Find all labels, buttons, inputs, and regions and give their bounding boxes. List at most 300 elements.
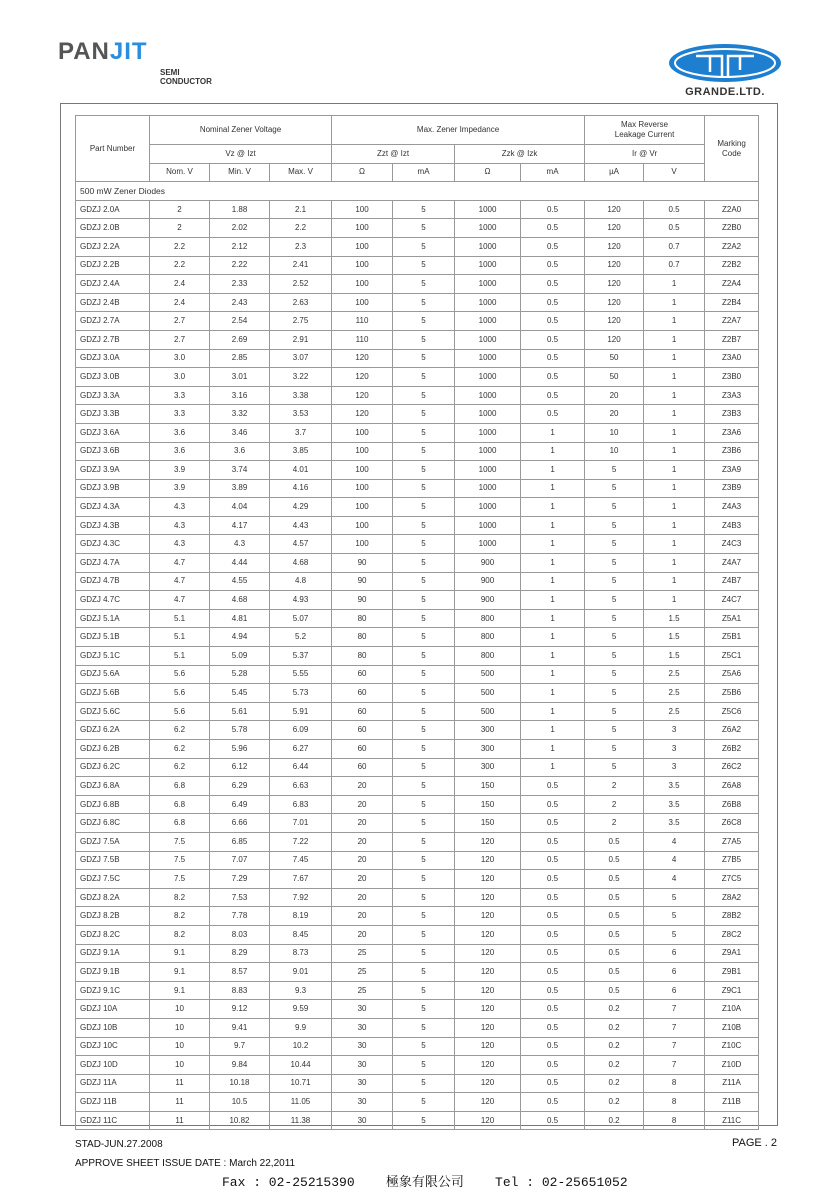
table-cell: 5: [393, 498, 455, 517]
table-cell: 5: [393, 330, 455, 349]
table-cell: 4.57: [270, 535, 332, 554]
table-cell: 100: [332, 423, 393, 442]
table-cell: 5: [393, 386, 455, 405]
table-cell: 5.78: [210, 721, 270, 740]
table-cell: 4: [644, 832, 705, 851]
table-cell: 100: [332, 256, 393, 275]
table-row: [76, 647, 759, 666]
table-cell: 5: [393, 479, 455, 498]
table-cell: GDZJ 6.8C: [76, 814, 150, 833]
table-cell: 5: [393, 1074, 455, 1093]
table-cell: 1000: [455, 219, 521, 238]
table-cell: 5: [585, 647, 644, 666]
table-cell: 0.5: [521, 925, 585, 944]
table-cell: 5: [393, 1093, 455, 1112]
table-cell: Z2A7: [705, 312, 759, 331]
table-cell: 4.3: [210, 535, 270, 554]
table-cell: Z6A2: [705, 721, 759, 740]
table-row: [76, 1111, 759, 1130]
table-cell: 20: [585, 405, 644, 424]
table-cell: 5: [393, 981, 455, 1000]
table-cell: 500: [455, 684, 521, 703]
header-zzk-at-izk: Zzk @ Izk: [455, 145, 585, 164]
table-cell: 120: [455, 981, 521, 1000]
table-cell: 3.89: [210, 479, 270, 498]
table-cell: 0.5: [521, 330, 585, 349]
table-cell: 7.45: [270, 851, 332, 870]
table-cell: 0.5: [521, 1074, 585, 1093]
table-cell: 6.27: [270, 740, 332, 759]
table-cell: Z5C1: [705, 647, 759, 666]
table-cell: 2: [585, 814, 644, 833]
table-cell: 1000: [455, 442, 521, 461]
table-cell: 5: [393, 851, 455, 870]
table-cell: 150: [455, 814, 521, 833]
table-cell: Z4B7: [705, 572, 759, 591]
table-row: [76, 237, 759, 256]
table-cell: GDZJ 10B: [76, 1018, 150, 1037]
table-cell: 6.2: [150, 721, 210, 740]
table-cell: 100: [332, 498, 393, 517]
table-row: [76, 851, 759, 870]
table-cell: 20: [332, 832, 393, 851]
table-cell: 0.5: [521, 200, 585, 219]
table-cell: 120: [455, 944, 521, 963]
table-cell: 2.02: [210, 219, 270, 238]
table-cell: 25: [332, 944, 393, 963]
table-cell: 2.4: [150, 293, 210, 312]
table-cell: 5: [585, 609, 644, 628]
table-cell: 1: [521, 684, 585, 703]
table-cell: 6.09: [270, 721, 332, 740]
table-cell: 1000: [455, 256, 521, 275]
table-cell: GDZJ 10C: [76, 1037, 150, 1056]
table-cell: 5.6: [150, 702, 210, 721]
table-row: [76, 684, 759, 703]
table-cell: 0.5: [521, 888, 585, 907]
table-cell: Z7A5: [705, 832, 759, 851]
table-cell: 120: [332, 368, 393, 387]
table-cell: 0.5: [644, 219, 705, 238]
table-cell: 5: [393, 572, 455, 591]
table-cell: 4.01: [270, 461, 332, 480]
table-cell: Z3B9: [705, 479, 759, 498]
table-row: [76, 795, 759, 814]
table-row: [76, 572, 759, 591]
table-cell: 60: [332, 684, 393, 703]
table-cell: 1: [644, 591, 705, 610]
table-cell: 4: [644, 870, 705, 889]
table-cell: 120: [455, 907, 521, 926]
table-cell: 30: [332, 1111, 393, 1130]
table-cell: 60: [332, 758, 393, 777]
table-cell: 9.9: [270, 1018, 332, 1037]
table-cell: 80: [332, 628, 393, 647]
table-cell: 3.9: [150, 461, 210, 480]
table-cell: 7.5: [150, 832, 210, 851]
table-cell: 8: [644, 1074, 705, 1093]
table-row: [76, 386, 759, 405]
table-cell: 9.41: [210, 1018, 270, 1037]
table-cell: 1: [521, 609, 585, 628]
table-cell: 0.5: [521, 981, 585, 1000]
zener-spec-table: [75, 115, 759, 1130]
table-cell: 5: [585, 516, 644, 535]
table-cell: Z6B2: [705, 740, 759, 759]
table-cell: 7.5: [150, 851, 210, 870]
table-cell: 0.5: [585, 832, 644, 851]
unit-zzk-ohm: Ω: [455, 163, 521, 182]
table-cell: 90: [332, 572, 393, 591]
table-row: [76, 925, 759, 944]
table-cell: 7.01: [270, 814, 332, 833]
table-cell: Z3B6: [705, 442, 759, 461]
table-cell: 1: [644, 349, 705, 368]
table-cell: 10: [585, 423, 644, 442]
table-cell: 0.5: [585, 851, 644, 870]
header-max-zener-impedance: Max. Zener Impedance: [332, 116, 585, 145]
table-cell: 2.7: [150, 330, 210, 349]
table-cell: 100: [332, 442, 393, 461]
table-cell: 0.5: [521, 851, 585, 870]
table-cell: 20: [332, 851, 393, 870]
table-cell: 1: [644, 405, 705, 424]
table-cell: 1000: [455, 498, 521, 517]
table-cell: 2.85: [210, 349, 270, 368]
table-cell: 5: [585, 479, 644, 498]
table-cell: 3.3: [150, 386, 210, 405]
table-cell: 3.0: [150, 349, 210, 368]
table-cell: 120: [455, 1074, 521, 1093]
table-cell: 1000: [455, 461, 521, 480]
table-cell: 1: [644, 498, 705, 517]
table-cell: 1: [644, 330, 705, 349]
table-cell: 2.5: [644, 665, 705, 684]
table-row: [76, 535, 759, 554]
table-cell: 120: [455, 925, 521, 944]
table-cell: 1: [644, 572, 705, 591]
table-cell: 110: [332, 312, 393, 331]
table-cell: 6.2: [150, 740, 210, 759]
table-row: [76, 293, 759, 312]
table-cell: GDZJ 2.4B: [76, 293, 150, 312]
table-cell: 1: [644, 386, 705, 405]
table-cell: 1.5: [644, 647, 705, 666]
table-cell: 7: [644, 1000, 705, 1019]
table-cell: GDZJ 3.3B: [76, 405, 150, 424]
table-cell: 2.2: [150, 237, 210, 256]
table-cell: Z10A: [705, 1000, 759, 1019]
page-number: PAGE . 2: [732, 1137, 778, 1149]
table-cell: 11: [150, 1093, 210, 1112]
table-cell: 500: [455, 665, 521, 684]
table-row: [76, 907, 759, 926]
table-cell: 3.5: [644, 814, 705, 833]
table-cell: 6.2: [150, 758, 210, 777]
table-cell: 5: [393, 405, 455, 424]
table-cell: 0.5: [585, 888, 644, 907]
table-cell: 60: [332, 665, 393, 684]
table-cell: 100: [332, 479, 393, 498]
table-cell: 5: [393, 423, 455, 442]
table-row: [76, 758, 759, 777]
table-cell: 30: [332, 1018, 393, 1037]
table-cell: 7.5: [150, 870, 210, 889]
table-cell: 5: [585, 665, 644, 684]
table-cell: GDZJ 5.1A: [76, 609, 150, 628]
table-cell: Z5B1: [705, 628, 759, 647]
table-cell: 6.29: [210, 777, 270, 796]
table-cell: 3.85: [270, 442, 332, 461]
table-cell: 0.5: [521, 1093, 585, 1112]
table-cell: 8.03: [210, 925, 270, 944]
table-cell: 2.5: [644, 702, 705, 721]
table-cell: 0.2: [585, 1093, 644, 1112]
table-cell: 4.3: [150, 498, 210, 517]
table-cell: 2: [150, 200, 210, 219]
table-cell: 4.68: [270, 554, 332, 573]
table-cell: 900: [455, 572, 521, 591]
table-cell: 20: [332, 777, 393, 796]
table-cell: GDZJ 7.5A: [76, 832, 150, 851]
table-cell: 8.19: [270, 907, 332, 926]
table-cell: 5: [393, 870, 455, 889]
table-cell: 1: [521, 740, 585, 759]
table-cell: 120: [332, 386, 393, 405]
table-cell: 2.63: [270, 293, 332, 312]
table-cell: 50: [585, 368, 644, 387]
table-cell: GDZJ 11A: [76, 1074, 150, 1093]
table-cell: Z3A9: [705, 461, 759, 480]
table-cell: Z2A2: [705, 237, 759, 256]
table-cell: 5: [393, 368, 455, 387]
table-cell: 3.07: [270, 349, 332, 368]
table-cell: 9.1: [150, 981, 210, 1000]
table-cell: 5.73: [270, 684, 332, 703]
table-cell: 1: [644, 479, 705, 498]
table-cell: GDZJ 5.1C: [76, 647, 150, 666]
table-cell: 0.2: [585, 1111, 644, 1130]
table-cell: 0.5: [521, 386, 585, 405]
table-cell: 2.43: [210, 293, 270, 312]
table-cell: Z7B5: [705, 851, 759, 870]
table-cell: 2.75: [270, 312, 332, 331]
table-cell: 800: [455, 628, 521, 647]
table-cell: 5.2: [270, 628, 332, 647]
header-ir-at-vr: Ir @ Vr: [585, 145, 705, 164]
table-cell: 5: [585, 591, 644, 610]
table-cell: 7: [644, 1037, 705, 1056]
table-cell: Z8C2: [705, 925, 759, 944]
table-cell: 0.5: [521, 405, 585, 424]
table-cell: 9.84: [210, 1056, 270, 1075]
table-cell: 5.07: [270, 609, 332, 628]
table-cell: Z5B6: [705, 684, 759, 703]
table-cell: 5.55: [270, 665, 332, 684]
table-row: [76, 200, 759, 219]
table-cell: 120: [585, 330, 644, 349]
table-cell: 10.82: [210, 1111, 270, 1130]
table-cell: Z9B1: [705, 963, 759, 982]
table-cell: Z5A6: [705, 665, 759, 684]
table-row: [76, 1074, 759, 1093]
table-cell: Z2A0: [705, 200, 759, 219]
table-cell: GDZJ 2.4A: [76, 275, 150, 294]
table-cell: 120: [585, 275, 644, 294]
table-row: [76, 832, 759, 851]
table-cell: 300: [455, 721, 521, 740]
table-cell: 5.91: [270, 702, 332, 721]
table-cell: 2.2: [270, 219, 332, 238]
table-cell: 0.2: [585, 1037, 644, 1056]
table-cell: 3.38: [270, 386, 332, 405]
table-cell: 4: [644, 851, 705, 870]
table-cell: 0.2: [585, 1000, 644, 1019]
table-cell: 50: [585, 349, 644, 368]
table-cell: 5.37: [270, 647, 332, 666]
table-cell: 5.45: [210, 684, 270, 703]
table-cell: 1: [521, 665, 585, 684]
table-cell: 1: [521, 572, 585, 591]
panjit-jit-text: JIT: [109, 38, 148, 65]
table-cell: 300: [455, 758, 521, 777]
header-vz-at-izt: Vz @ Izt: [150, 145, 332, 164]
table-cell: 20: [585, 386, 644, 405]
table-cell: 0.5: [521, 1056, 585, 1075]
table-cell: 3.5: [644, 777, 705, 796]
table-cell: 120: [455, 963, 521, 982]
table-cell: 4.93: [270, 591, 332, 610]
table-cell: 0.5: [521, 293, 585, 312]
table-cell: 60: [332, 740, 393, 759]
table-cell: GDZJ 4.7C: [76, 591, 150, 610]
header-marking-line2: Code: [721, 148, 742, 158]
table-cell: 10: [585, 442, 644, 461]
doc-code: STAD-JUN.27.2008: [75, 1139, 163, 1150]
table-cell: 0.5: [521, 256, 585, 275]
table-cell: 0.5: [521, 349, 585, 368]
table-cell: 120: [455, 832, 521, 851]
table-cell: GDZJ 7.5B: [76, 851, 150, 870]
table-cell: 5: [393, 888, 455, 907]
table-cell: 3.32: [210, 405, 270, 424]
table-cell: 120: [585, 256, 644, 275]
table-cell: 120: [585, 293, 644, 312]
table-cell: 5: [644, 888, 705, 907]
table-cell: Z5A1: [705, 609, 759, 628]
unit-zzt-ohm: Ω: [332, 163, 393, 182]
table-cell: 1: [521, 423, 585, 442]
table-cell: GDZJ 2.7B: [76, 330, 150, 349]
table-cell: GDZJ 5.6B: [76, 684, 150, 703]
table-cell: 10: [150, 1018, 210, 1037]
table-cell: 120: [585, 200, 644, 219]
table-cell: 5.1: [150, 609, 210, 628]
table-cell: 120: [332, 405, 393, 424]
table-cell: 2.1: [270, 200, 332, 219]
table-cell: 120: [455, 1037, 521, 1056]
table-cell: 1: [644, 312, 705, 331]
table-cell: 0.5: [521, 963, 585, 982]
table-cell: GDZJ 4.7B: [76, 572, 150, 591]
unit-vr-v: V: [644, 163, 705, 182]
header-marking-code: [705, 116, 759, 182]
table-cell: 900: [455, 591, 521, 610]
table-cell: 6.63: [270, 777, 332, 796]
table-cell: 1: [521, 516, 585, 535]
table-cell: 11: [150, 1074, 210, 1093]
table-cell: 5: [393, 1018, 455, 1037]
table-cell: 5: [393, 665, 455, 684]
table-cell: 1000: [455, 312, 521, 331]
table-cell: 7.22: [270, 832, 332, 851]
table-cell: 3: [644, 740, 705, 759]
table-cell: 5: [585, 628, 644, 647]
table-cell: 3.5: [644, 795, 705, 814]
table-cell: 4.81: [210, 609, 270, 628]
table-cell: 1.5: [644, 628, 705, 647]
table-cell: 8: [644, 1093, 705, 1112]
table-cell: GDZJ 3.6A: [76, 423, 150, 442]
table-cell: 5: [585, 702, 644, 721]
table-cell: GDZJ 2.7A: [76, 312, 150, 331]
table-cell: 1: [521, 758, 585, 777]
table-cell: 2: [585, 777, 644, 796]
table-row: [76, 405, 759, 424]
table-cell: 3.46: [210, 423, 270, 442]
table-cell: 2.41: [270, 256, 332, 275]
table-cell: 0.5: [585, 981, 644, 1000]
table-cell: 11: [150, 1111, 210, 1130]
table-row: [76, 461, 759, 480]
table-cell: 100: [332, 219, 393, 238]
table-cell: 0.5: [585, 925, 644, 944]
table-cell: 2: [585, 795, 644, 814]
table-cell: 80: [332, 609, 393, 628]
table-cell: 7: [644, 1056, 705, 1075]
table-cell: 1: [644, 516, 705, 535]
table-cell: 5: [585, 721, 644, 740]
table-cell: 1: [521, 628, 585, 647]
table-cell: Z10B: [705, 1018, 759, 1037]
table-cell: GDZJ 3.6B: [76, 442, 150, 461]
table-cell: 6.83: [270, 795, 332, 814]
table-cell: 1.5: [644, 609, 705, 628]
table-row: [76, 888, 759, 907]
table-cell: 5: [393, 1000, 455, 1019]
header-part-number: Part Number: [76, 116, 150, 182]
table-cell: 7: [644, 1018, 705, 1037]
table-cell: 1: [521, 461, 585, 480]
table-cell: Z3A0: [705, 349, 759, 368]
table-cell: 5: [393, 925, 455, 944]
table-cell: 5: [393, 1037, 455, 1056]
table-cell: GDZJ 3.3A: [76, 386, 150, 405]
table-cell: 300: [455, 740, 521, 759]
table-cell: 1: [521, 442, 585, 461]
table-row: [76, 740, 759, 759]
table-cell: Z3B3: [705, 405, 759, 424]
table-cell: 9.59: [270, 1000, 332, 1019]
table-cell: GDZJ 2.2B: [76, 256, 150, 275]
table-cell: 1: [521, 535, 585, 554]
table-cell: 0.5: [521, 275, 585, 294]
table-cell: 10.71: [270, 1074, 332, 1093]
table-cell: 4.44: [210, 554, 270, 573]
table-cell: 8: [644, 1111, 705, 1130]
table-cell: 6.8: [150, 814, 210, 833]
table-cell: 8.2: [150, 888, 210, 907]
